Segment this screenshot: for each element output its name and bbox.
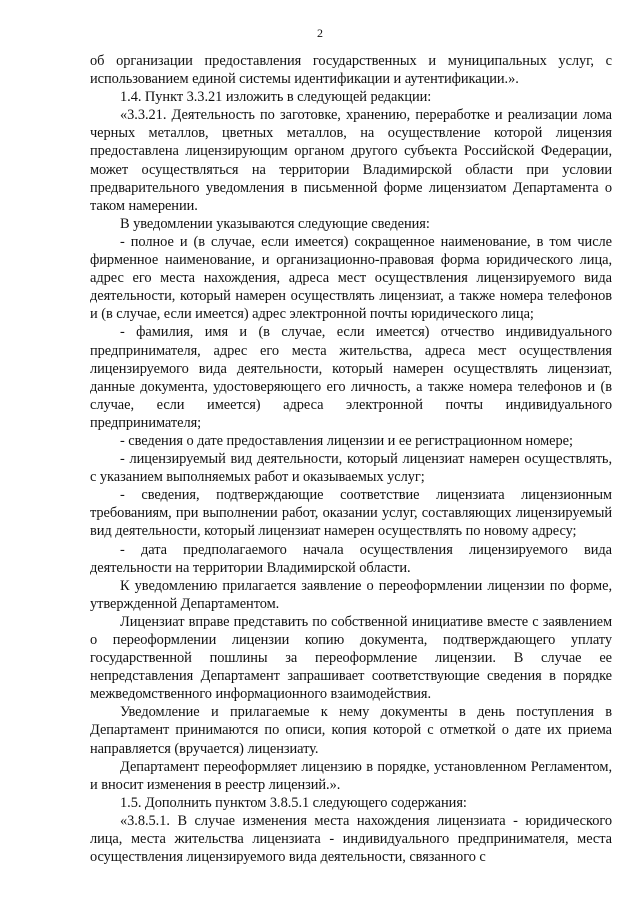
list-item: - лицензируемый вид деятельности, который лицензиат намерен осуществлять, с указанием выполняемых работ и оказываемых услуг; — [90, 451, 612, 486]
paragraph: об организации предоставления государственных и муниципальных услуг, с использованием единой системы идентификации и аутентификации.». — [90, 53, 612, 88]
paragraph: Лицензиат вправе представить по собственной инициативе вместе с заявлением о переоформлении лицензии копию документа, подтверждающего уплату государственной пошлины за переоформление лицензии. В случае ее непредставления Департамент запрашивает соответствующие сведения в порядке межведомственного информационного взаимодействия. — [90, 613, 612, 703]
paragraph: Департамент переоформляет лицензию в порядке, установленном Регламентом, и вносит изменения в реестр лицензий.». — [90, 758, 612, 793]
list-item: - сведения о дате предоставления лицензии и ее регистрационном номере; — [120, 432, 573, 449]
paragraph: К уведомлению прилагается заявление о переоформлении лицензии по форме, утвержденной Департаментом. — [90, 577, 612, 612]
paragraph: «3.8.5.1. В случае изменения места нахождения лицензиата - юридического лица, места жительства лицензиата - индивидуального предпринимателя, места осуществления лицензируемого вида деятельности, связанного с — [90, 812, 612, 866]
document-body — [90, 52, 612, 866]
paragraph: Уведомление и прилагаемые к нему документы в день поступления в Департамент принимаются по описи, копия которой с отметкой о дате их приема направляется (вручается) лицензиату. — [90, 704, 612, 757]
list-item: - сведения, подтверждающие соответствие лицензиата лицензионным требованиям, при выполнении работ, оказании услуг, составляющих лицензируемый вид деятельности, который лицензиат намерен осуществлять по новому адресу; — [90, 487, 612, 540]
page-number: 2 — [317, 26, 323, 40]
paragraph: «3.3.21. Деятельность по заготовке, хранению, переработке и реализации лома черных металлов, цветных металлов, на осуществление которой лицензия предоставлена лицензирующим органом другого субъекта Российской Федерации, может осуществляться на территории Владимирской области при условии предварительного уведомления в письменной форме лицензиатом Департамента о таком намерении. — [90, 107, 612, 214]
paragraph: В уведомлении указываются следующие сведения: — [120, 215, 430, 232]
list-item: - фамилия, имя и (в случае, если имеется) отчество индивидуального предпринимателя, адрес его места жительства, адреса мест осуществления лицензируемого вида деятельности, который намерен осуществлять лицензиат, данные документа, удостоверяющего его личность, а также номера телефонов и (в случае, если имеется) адреса электронной почты индивидуального предпринимателя; — [90, 324, 612, 431]
list-item: - полное и (в случае, если имеется) сокращенное наименование, в том числе фирменное наименование, и организационно-правовая форма юридического лица, адрес его места нахождения, адреса мест осуществления лицензируемого вида деятельности, который намерен осуществлять лицензиат, а также номера телефонов и (в случае, если имеется) адрес электронной почты юридического лица; — [90, 233, 612, 323]
paragraph: 1.5. Дополнить пунктом 3.8.5.1 следующего содержания: — [120, 794, 467, 811]
paragraph: 1.4. Пункт 3.3.21 изложить в следующей редакции: — [120, 89, 432, 106]
list-item: - дата предполагаемого начала осуществления лицензируемого вида деятельности на территории Владимирской области. — [90, 541, 612, 576]
